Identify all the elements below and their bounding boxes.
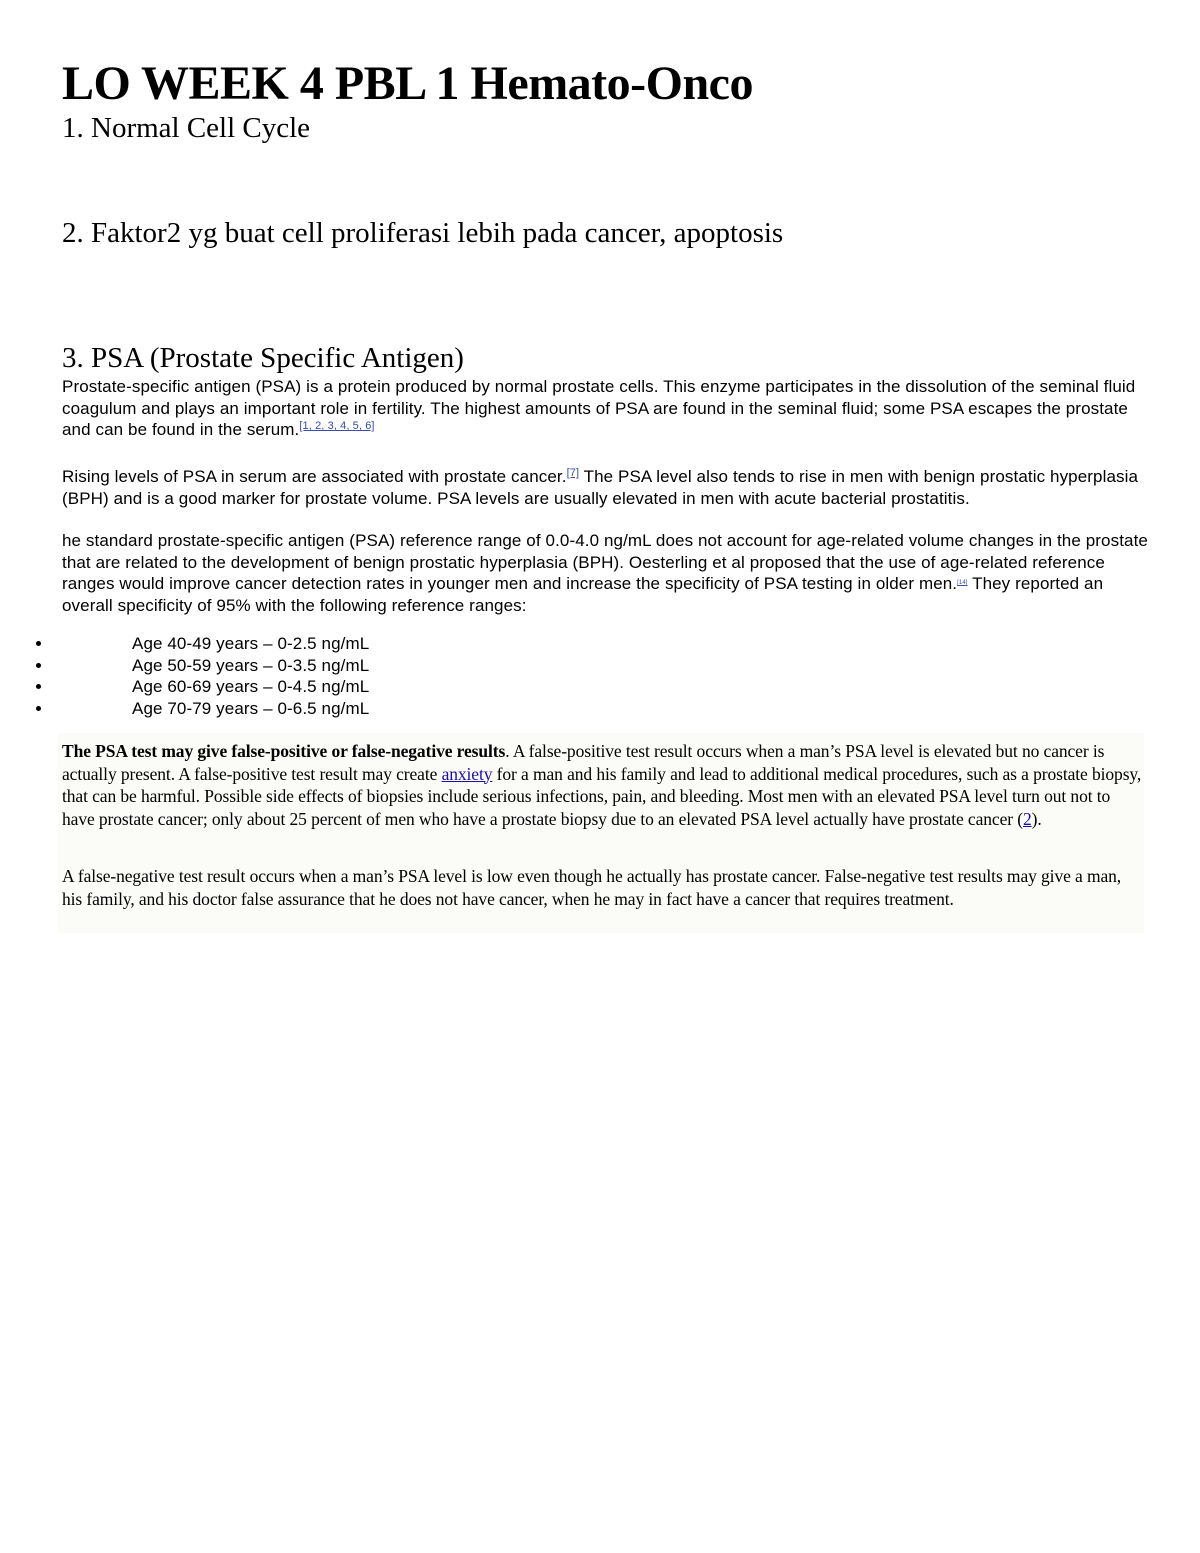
list-item-text: Age 40-49 years – 0-2.5 ng/mL — [132, 634, 370, 653]
bullet-icon — [36, 663, 41, 668]
bullet-icon — [36, 641, 41, 646]
paragraph-text: ). — [1031, 808, 1042, 829]
citation-link[interactable]: 2 — [1022, 808, 1032, 829]
paragraph-text: . A false-positive test result occurs when a man’s PSA level is elevated but no cancer is actually present. A false-positive test result may create — [62, 741, 1105, 784]
paragraph-bold-lead: The PSA test may give false-positive or false-negative results — [62, 741, 506, 761]
paragraph-text: Prostate-specific antigen (PSA) is a protein produced by normal prostate cells. This enzyme participates in the dissolution of the seminal fluid coagulum and plays an important role in fertility. The highest amounts of PSA are found in the seminal fluid; some PSA escapes the prostate and can be found in the serum. — [62, 377, 1136, 439]
citation-link[interactable]: [14] — [957, 580, 968, 586]
list-item-text: Age 70-79 years – 0-6.5 ng/mL — [132, 698, 370, 718]
paragraph-text: The PSA level also tends to rise in men with benign prostatic hyperplasia (BPH) and is a good marker for prostate volume. PSA levels are usually elevated in men with acute bacterial prostatitis. — [62, 467, 1139, 508]
paragraph-false-results — [62, 740, 1142, 830]
paragraph-psa-definition — [62, 376, 1152, 441]
paragraph-text: They reported an overall specificity of 95% with the following reference ranges: — [62, 574, 1104, 615]
bullet-icon — [36, 706, 41, 711]
heading-normal-cell-cycle: 1. Normal Cell Cycle — [62, 112, 311, 144]
document-title: LO WEEK 4 PBL 1 Hemato-Onco — [62, 57, 753, 110]
bullet-icon — [36, 684, 41, 689]
paragraph-false-negative: A false-negative test result occurs when a man’s PSA level is low even though he actually has prostate cancer. False-negative test results may give a man, his family, and his doctor false assurance that he does not have cancer, when he may in fact have a cancer that requires treatment. — [62, 866, 1122, 909]
citation-link[interactable]: [1, 2, 3, 4, 5, 6] — [299, 420, 375, 432]
heading-psa: 3. PSA (Prostate Specific Antigen) — [62, 342, 464, 374]
citation-link[interactable]: [7] — [566, 467, 580, 479]
paragraph-text: for a man and his family and lead to additional medical procedures, such as a prostate biopsy, that can be harmful. Possible side effects of biopsies include serious infections, pain, and bleeding. Most men with an elevated PSA level turn out not to have prostate cancer; only about 25 percent of men who have a prostate biopsy due to an elevated PSA level actually have prostate cancer ( — [62, 763, 1142, 829]
anxiety-link[interactable]: anxiety — [441, 763, 493, 784]
list-item-text: Age 60-69 years – 0-4.5 ng/mL — [132, 677, 370, 696]
paragraph-psa-reference-range — [62, 530, 1152, 616]
paragraph-text: he standard prostate-specific antigen (PSA) reference range of 0.0-4.0 ng/mL does not account for age-related volume changes in the prostate that are related to the development of benign prostatic hyperplasia (BPH). Oesterling et al proposed that the use of age-related reference ranges would improve cancer detection rates in younger men and increase the specificity of PSA testing in older men. — [62, 531, 1148, 593]
list-item-text: Age 50-59 years – 0-3.5 ng/mL — [132, 655, 370, 675]
heading-proliferation-factors: 2. Faktor2 yg buat cell proliferasi lebih pada cancer, apoptosis — [62, 217, 784, 249]
paragraph-text: Rising levels of PSA in serum are associated with prostate cancer. — [62, 467, 567, 486]
paragraph-psa-rising-levels — [62, 466, 1152, 509]
